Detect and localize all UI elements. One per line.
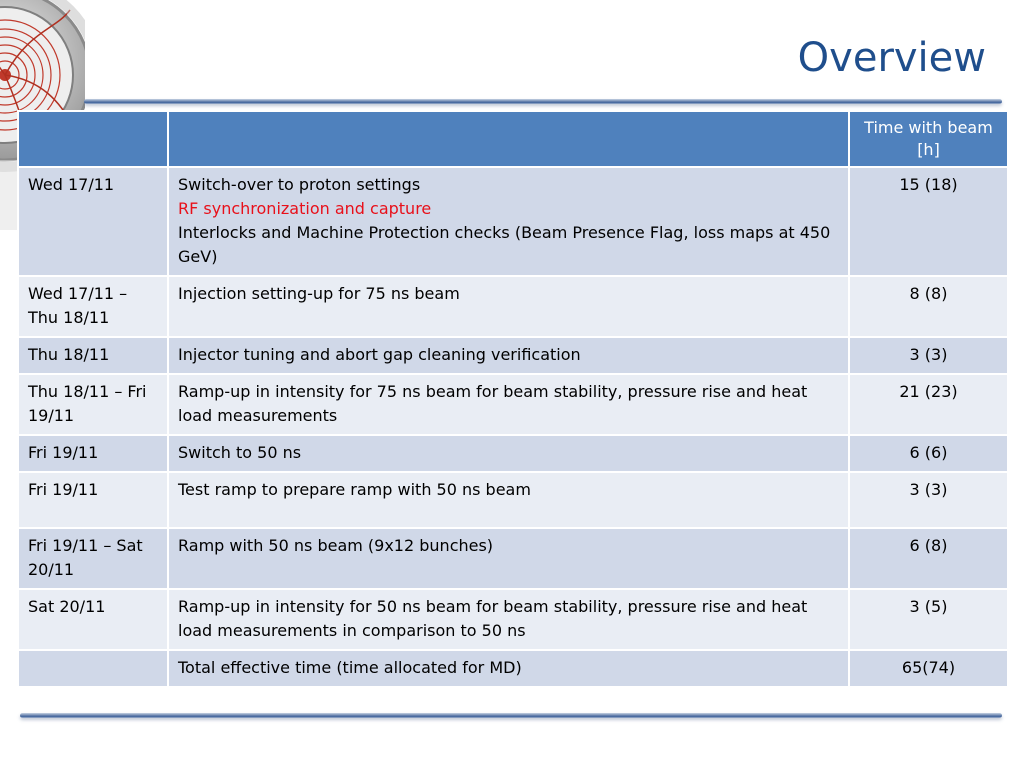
table-row [18,374,1008,435]
table-row [18,337,1008,374]
row-time: 8 (8) [849,276,1008,337]
row-time: 65(74) [849,650,1008,687]
table-row [18,435,1008,472]
slide-title: Overview [797,35,986,81]
row-activity: Test ramp to prepare ramp with 50 ns beam [168,472,849,528]
row-date: Fri 19/11 – Sat 20/11 [18,528,168,589]
row-time: 6 (6) [849,435,1008,472]
row-activity: Ramp-up in intensity for 50 ns beam for beam stability, pressure rise and heat load measurements in comparison to 50 ns [168,589,849,650]
row-date: Wed 17/11 [18,167,168,276]
row-time: 6 (8) [849,528,1008,589]
row-date [18,650,168,687]
row-activity: Ramp with 50 ns beam (9x12 bunches) [168,528,849,589]
footer-divider [20,713,1002,718]
row-time: 3 (5) [849,589,1008,650]
row-activity: Total effective time (time allocated for MD) [168,650,849,687]
row-date: Fri 19/11 [18,472,168,528]
row-time: 3 (3) [849,337,1008,374]
row-date: Wed 17/11 – Thu 18/11 [18,276,168,337]
header-date [18,111,168,167]
row-date: Sat 20/11 [18,589,168,650]
table-row [18,528,1008,589]
activity-line: Interlocks and Machine Protection checks (Beam Presence Flag, loss maps at 450 GeV) [178,223,831,266]
row-activity: Injection setting-up for 75 ns beam [168,276,849,337]
header-time-with-beam: Time with beam [h] [849,111,1008,167]
table-row [18,167,1008,276]
table-row [18,472,1008,528]
row-time: 15 (18) [849,167,1008,276]
row-activity [168,167,849,276]
activity-line-highlight: RF synchronization and capture [178,199,432,218]
row-date: Thu 18/11 – Fri 19/11 [18,374,168,435]
row-activity: Injector tuning and abort gap cleaning verification [168,337,849,374]
activity-line: Switch-over to proton settings [178,175,421,194]
table-row [18,589,1008,650]
overview-table [17,110,1009,688]
row-date: Thu 18/11 [18,337,168,374]
row-activity: Switch to 50 ns [168,435,849,472]
table-row-total [18,650,1008,687]
row-activity: Ramp-up in intensity for 75 ns beam for beam stability, pressure rise and heat load measurements [168,374,849,435]
header-activity [168,111,849,167]
row-time: 21 (23) [849,374,1008,435]
table-header-row [18,111,1008,167]
row-date: Fri 19/11 [18,435,168,472]
table-row [18,276,1008,337]
title-divider [84,99,1002,104]
row-time: 3 (3) [849,472,1008,528]
